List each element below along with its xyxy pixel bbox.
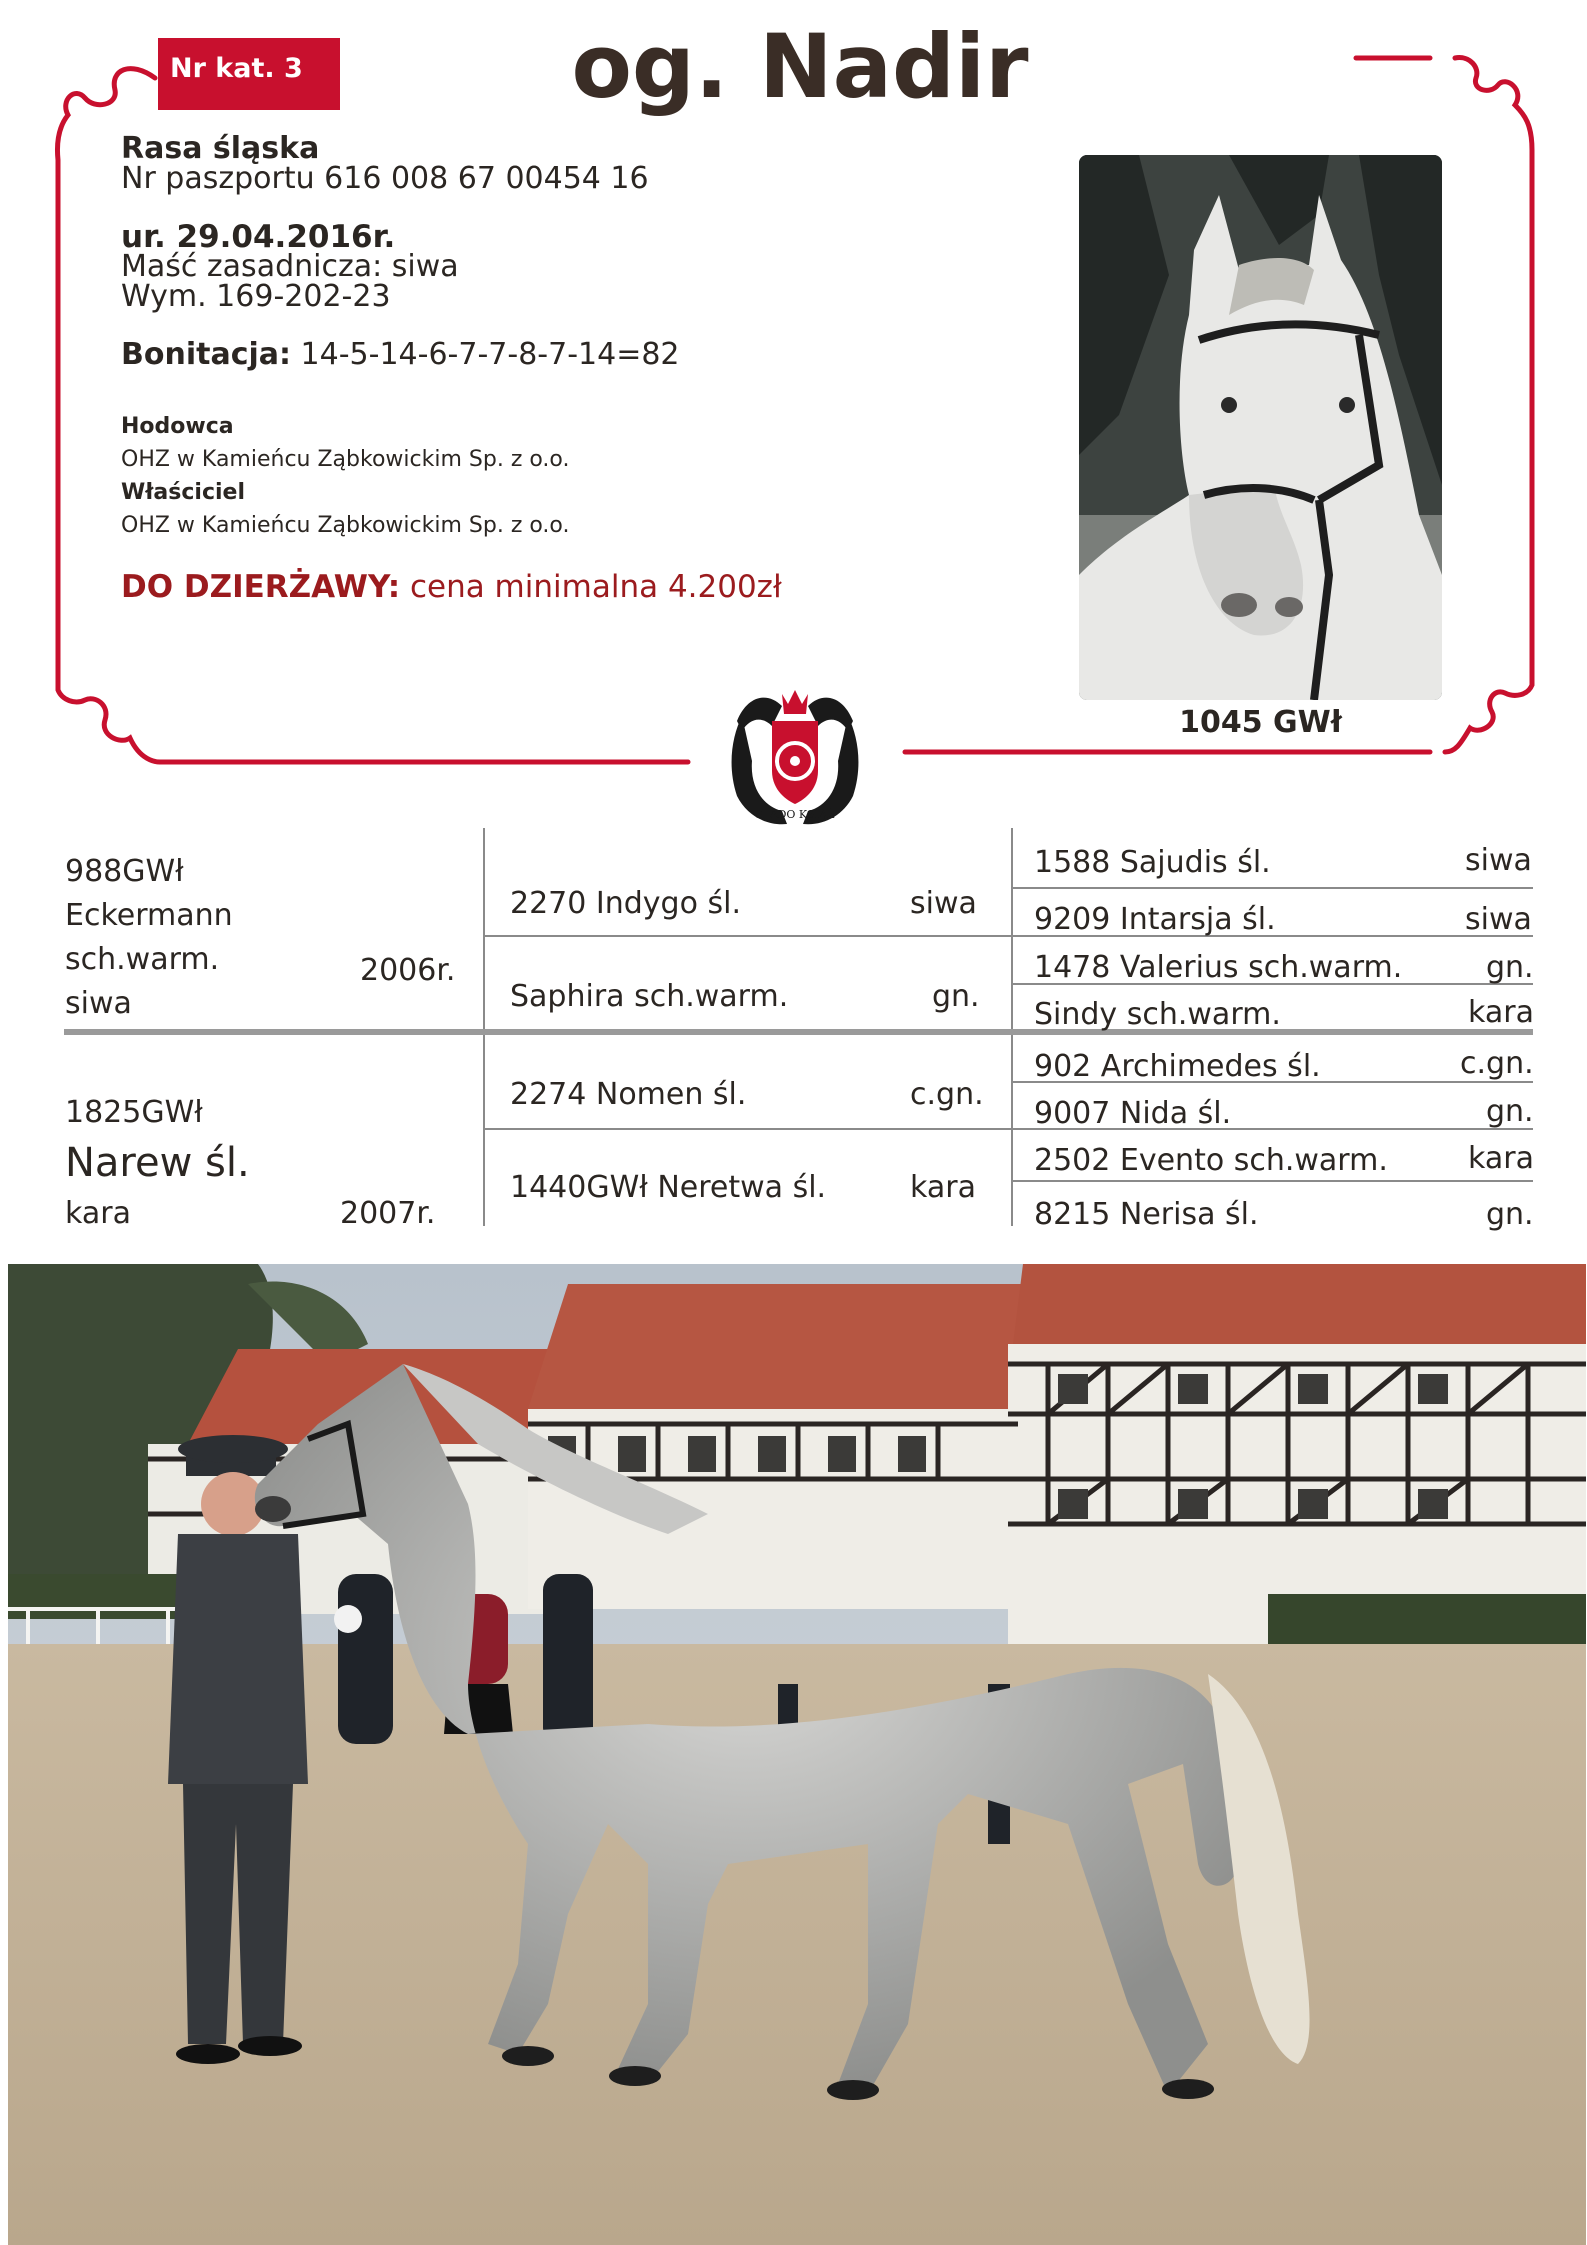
great-grandparent-name: Sindy sch.warm. bbox=[1034, 997, 1281, 1032]
birth-date: ur. 29.04.2016r. bbox=[121, 219, 396, 255]
great-grandparent-name: 2502 Evento sch.warm. bbox=[1034, 1143, 1388, 1178]
catalog-number-badge: Nr kat. 3 bbox=[158, 38, 340, 110]
great-grandparent-color: gn. bbox=[1486, 1197, 1534, 1232]
dam-id: 1825GWł bbox=[65, 1095, 203, 1130]
horse-presentation-photo bbox=[8, 1264, 1586, 2245]
great-grandparent-color: gn. bbox=[1486, 950, 1534, 985]
sire-id: 988GWł bbox=[65, 854, 184, 889]
coat-color: Maść zasadnicza: siwa bbox=[121, 249, 459, 284]
great-grandparent-color: kara bbox=[1468, 1141, 1534, 1176]
lease-label: DO DZIERŻAWY: bbox=[121, 569, 401, 605]
portrait-caption: 1045 GWł bbox=[1179, 705, 1342, 740]
great-grandparent-color: kara bbox=[1468, 995, 1534, 1030]
grandparent-name: Saphira sch.warm. bbox=[510, 979, 789, 1014]
great-grandparent-name: 8215 Nerisa śl. bbox=[1034, 1197, 1259, 1232]
great-grandparent-color: siwa bbox=[1465, 902, 1532, 937]
page-title: og. Nadir bbox=[571, 15, 1029, 118]
logo-text: STADO KSIĄŻ bbox=[755, 808, 835, 821]
great-grandparent-name: 1588 Sajudis śl. bbox=[1034, 845, 1271, 880]
grandparent-color: c.gn. bbox=[910, 1077, 984, 1112]
bonitation-value: 14-5-14-6-7-7-8-7-14=82 bbox=[291, 337, 680, 372]
dam-color: kara bbox=[65, 1196, 131, 1231]
owner-value: OHZ w Kamieńcu Ząbkowickim Sp. z o.o. bbox=[121, 513, 570, 538]
great-grandparent-color: c.gn. bbox=[1460, 1046, 1534, 1081]
grandparent-color: gn. bbox=[932, 979, 980, 1014]
passport-number: Nr paszportu 616 008 67 00454 16 bbox=[121, 161, 649, 196]
grandparent-name: 2270 Indygo śl. bbox=[510, 886, 741, 921]
breeder-value: OHZ w Kamieńcu Ząbkowickim Sp. z o.o. bbox=[121, 447, 570, 472]
great-grandparent-name: 9007 Nida śl. bbox=[1034, 1096, 1232, 1131]
dam-name: Narew śl. bbox=[65, 1140, 250, 1186]
great-grandparent-color: gn. bbox=[1486, 1094, 1534, 1129]
bonitation bbox=[121, 337, 1021, 372]
pedigree-divider bbox=[1011, 1180, 1533, 1182]
grandparent-name: 1440GWł Neretwa śl. bbox=[510, 1170, 827, 1205]
sire-name-line1: Eckermann bbox=[65, 898, 233, 933]
grandparent-color: kara bbox=[910, 1170, 976, 1205]
pedigree-main-divider bbox=[64, 1029, 1533, 1035]
dam-year: 2007r. bbox=[340, 1196, 436, 1231]
great-grandparent-name: 1478 Valerius sch.warm. bbox=[1034, 950, 1403, 985]
pedigree-divider bbox=[483, 828, 485, 1226]
pedigree-divider bbox=[483, 1128, 1533, 1130]
sire-color: siwa bbox=[65, 986, 132, 1021]
great-grandparent-name: 9209 Intarsja śl. bbox=[1034, 902, 1276, 937]
breed: Rasa śląska bbox=[121, 131, 320, 166]
sire-year: 2006r. bbox=[360, 953, 456, 988]
horse-portrait-photo bbox=[1079, 155, 1442, 700]
bonitation-label: Bonitacja: bbox=[121, 337, 292, 372]
breeder-label: Hodowca bbox=[121, 414, 234, 439]
great-grandparent-name: 902 Archimedes śl. bbox=[1034, 1049, 1321, 1084]
owner-label: Właściciel bbox=[121, 480, 245, 505]
pedigree-divider bbox=[483, 935, 1533, 937]
grandparent-color: siwa bbox=[910, 886, 977, 921]
great-grandparent-color: siwa bbox=[1465, 843, 1532, 878]
stado-ksiaz-logo bbox=[712, 676, 878, 830]
grandparent-name: 2274 Nomen śl. bbox=[510, 1077, 747, 1112]
horse-info bbox=[121, 131, 1021, 605]
lease-price: cena minimalna 4.200zł bbox=[400, 569, 782, 605]
sire-name-line2: sch.warm. bbox=[65, 942, 220, 977]
lease-offer bbox=[121, 569, 1021, 605]
pedigree-divider bbox=[1011, 887, 1533, 889]
measurements: Wym. 169-202-23 bbox=[121, 279, 391, 314]
